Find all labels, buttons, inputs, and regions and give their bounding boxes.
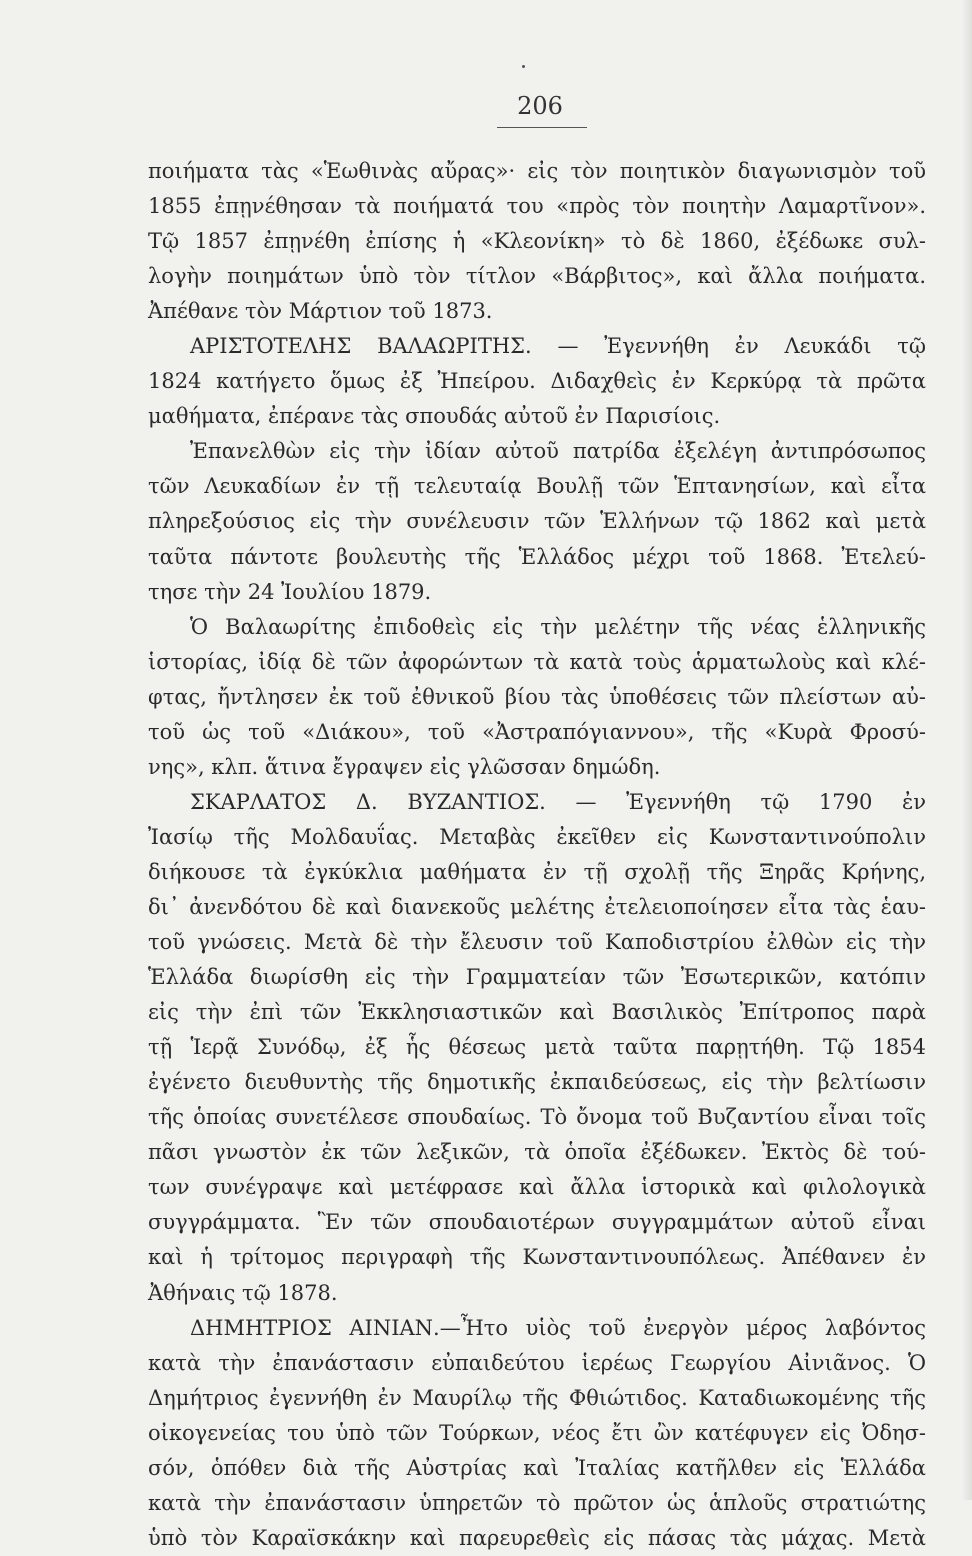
text-line: δι᾽ ἀνενδότου δὲ καὶ διανεκοῦς μελέτης ἐτελειοποίησεν εἶτα τὰς ἑαυ-: [148, 894, 926, 919]
text-line: τοῦ ὡς τοῦ «Διάκου», τοῦ «Ἀστραπόγιαννου», τῆς «Κυρὰ Φροσύ-: [148, 719, 926, 744]
text-line: συγγράμματα. Ἓν τῶν σπουδαιοτέρων συγγραμμάτων αὐτοῦ εἶναι: [148, 1210, 926, 1235]
text-line: 1824 κατήγετο ὅμως ἐξ Ἠπείρου. Διδαχθεὶς ἐν Κερκύρᾳ τὰ πρῶτα: [148, 369, 926, 394]
text-line: νης», κλπ. ἅτινα ἔγραψεν εἰς γλῶσσαν δημώδη.: [148, 754, 661, 779]
text-line: Ὁ Βαλαωρίτης ἐπιδοθεὶς εἰς τὴν μελέτην τῆς νέας ἑλληνικῆς: [190, 614, 926, 639]
print-speck: [522, 65, 525, 68]
text-line: ταῦτα πάντοτε βουλευτὴς τῆς Ἑλλάδος μέχρι τοῦ 1868. Ἐτελεύ-: [148, 544, 926, 569]
text-line: ἐγένετο διευθυντὴς τῆς δημοτικῆς ἐκπαιδεύσεως, εἰς τὴν βελτίωσιν: [148, 1070, 926, 1095]
text-line: Ἑλλάδα διωρίσθη εἰς τὴν Γραμματείαν τῶν Ἐσωτερικῶν, κατόπιν: [148, 965, 926, 990]
page-edge-shadow: [962, 0, 972, 1500]
text-line: τῶν Λευκαδίων ἐν τῇ τελευταίᾳ Βουλῇ τῶν Ἑπτανησίων, καὶ εἶτα: [148, 474, 926, 499]
text-line: φτας, ἤντλησεν ἐκ τοῦ ἐθνικοῦ βίου τὰς ὑποθέσεις τῶν πλείστων αὐ-: [148, 684, 926, 709]
text-line: των συνέγραψε καὶ μετέφρασε καὶ ἄλλα ἱστορικὰ καὶ φιλολογικὰ: [148, 1175, 926, 1200]
text-line: κατὰ τὴν ἐπανάστασιν ὑπηρετῶν τὸ πρῶτον ὡς ἁπλοῦς στρατιώτης: [148, 1490, 926, 1515]
text-line: διήκουσε τὰ ἐγκύκλια μαθήματα ἐν τῇ σχολῇ τῆς Ξηρᾶς Κρήνης,: [148, 859, 926, 884]
text-line: καὶ ἡ τρίτομος περιγραφὴ τῆς Κωνσταντινουπόλεως. Ἀπέθανεν ἐν: [148, 1245, 926, 1270]
text-line: μαθήματα, ἐπέρανε τὰς σπουδάς αὐτοῦ ἐν Παρισίοις.: [148, 404, 721, 429]
text-line: Ἀπέθανε τὸν Μάρτιον τοῦ 1873.: [148, 299, 493, 324]
body-text: [148, 154, 926, 1556]
text-line: τοῦ γνώσεις. Μετὰ δὲ τὴν ἔλευσιν τοῦ Καποδιστρίου ἐλθὼν εἰς τὴν: [148, 930, 926, 955]
text-line: τησε τὴν 24 Ἰουλίου 1879.: [148, 579, 432, 604]
entry-heading-line: ΣΚΑΡΛΑΤΟΣ Δ. ΒΥΖΑΝΤΙΟΣ. — Ἐγεννήθη τῷ 1790 ἐν: [190, 789, 926, 814]
text-line: οἰκογενείας του ὑπὸ τῶν Τούρκων, νέος ἔτι ὢν κατέφυγεν εἰς Ὀδησ-: [148, 1420, 926, 1445]
text-line: τῇ Ἱερᾷ Συνόδῳ, ἐξ ἧς θέσεως μετὰ ταῦτα παρῃτήθη. Τῷ 1854: [148, 1035, 926, 1060]
text-line: ὑπὸ τὸν Καραϊσκάκην καὶ παρευρεθεὶς εἰς πάσας τὰς μάχας. Μετὰ: [148, 1525, 926, 1550]
text-line: 1855 ἐπῃνέθησαν τὰ ποιήματά του «πρὸς τὸν ποιητὴν Λαμαρτῖνον».: [148, 194, 926, 219]
text-line: Τῷ 1857 ἐπῃνέθη ἐπίσης ἡ «Κλεονίκη» τὸ δὲ 1860, ἐξέδωκε συλ-: [148, 229, 926, 254]
entry-heading-line: ΔΗΜΗΤΡΙΟΣ ΑΙΝΙΑΝ.—Ἦτο υἱὸς τοῦ ἐνεργὸν μέρος λαβόντος: [190, 1315, 926, 1340]
text-line: Ἐπανελθὼν εἰς τὴν ἰδίαν αὐτοῦ πατρίδα ἐξελέγη ἀντιπρόσωπος: [190, 439, 926, 464]
entry-heading-line: ΑΡΙΣΤΟΤΕΛΗΣ ΒΑΛΑΩΡΙΤΗΣ. — Ἐγεννήθη ἐν Λευκάδι τῷ: [190, 334, 926, 359]
page-number: 206: [517, 92, 563, 120]
text-line: σόν, ὁπόθεν διὰ τῆς Αὐστρίας καὶ Ἰταλίας κατῆλθεν εἰς Ἑλλάδα: [148, 1455, 926, 1480]
text-line: Δημήτριος ἐγεννήθη ἐν Μαυρίλῳ τῆς Φθιώτιδος. Καταδιωκομένης τῆς: [148, 1385, 926, 1410]
text-line: πληρεξούσιος εἰς τὴν συνέλευσιν τῶν Ἑλλήνων τῷ 1862 καὶ μετὰ: [148, 509, 926, 534]
text-line: εἰς τὴν ἐπὶ τῶν Ἐκκλησιαστικῶν καὶ Βασιλικὸς Ἐπίτροπος παρὰ: [148, 1000, 926, 1025]
page-number-rule: [497, 127, 587, 128]
text-line: ἱστορίας, ἰδίᾳ δὲ τῶν ἀφορώντων τὰ κατὰ τοὺς ἁρματωλοὺς καὶ κλέ-: [148, 649, 926, 674]
text-line: πᾶσι γνωστὸν ἐκ τῶν λεξικῶν, τὰ ὁποῖα ἐξέδωκεν. Ἐκτὸς δὲ τού-: [148, 1140, 926, 1165]
text-line: Ἰασίῳ τῆς Μολδαυΐας. Μεταβὰς ἐκεῖθεν εἰς Κωνσταντινούπολιν: [148, 824, 926, 849]
text-line: τῆς ὁποίας συνετέλεσε σπουδαίως. Τὸ ὄνομα τοῦ Βυζαντίου εἶναι τοῖς: [148, 1105, 926, 1130]
text-line: ποιήματα τὰς «Ἑωθινὰς αὔρας»· εἰς τὸν ποιητικὸν διαγωνισμὸν τοῦ: [148, 159, 926, 183]
text-line: Ἀθήναις τῷ 1878.: [148, 1280, 338, 1305]
text-line: λογὴν ποιημάτων ὑπὸ τὸν τίτλον «Βάρβιτος», καὶ ἄλλα ποιήματα.: [148, 264, 926, 289]
text-line: κατὰ τὴν ἐπανάστασιν εὐπαιδεύτου ἱερέως Γεωργίου Αἰνιᾶνος. Ὁ: [148, 1350, 926, 1375]
